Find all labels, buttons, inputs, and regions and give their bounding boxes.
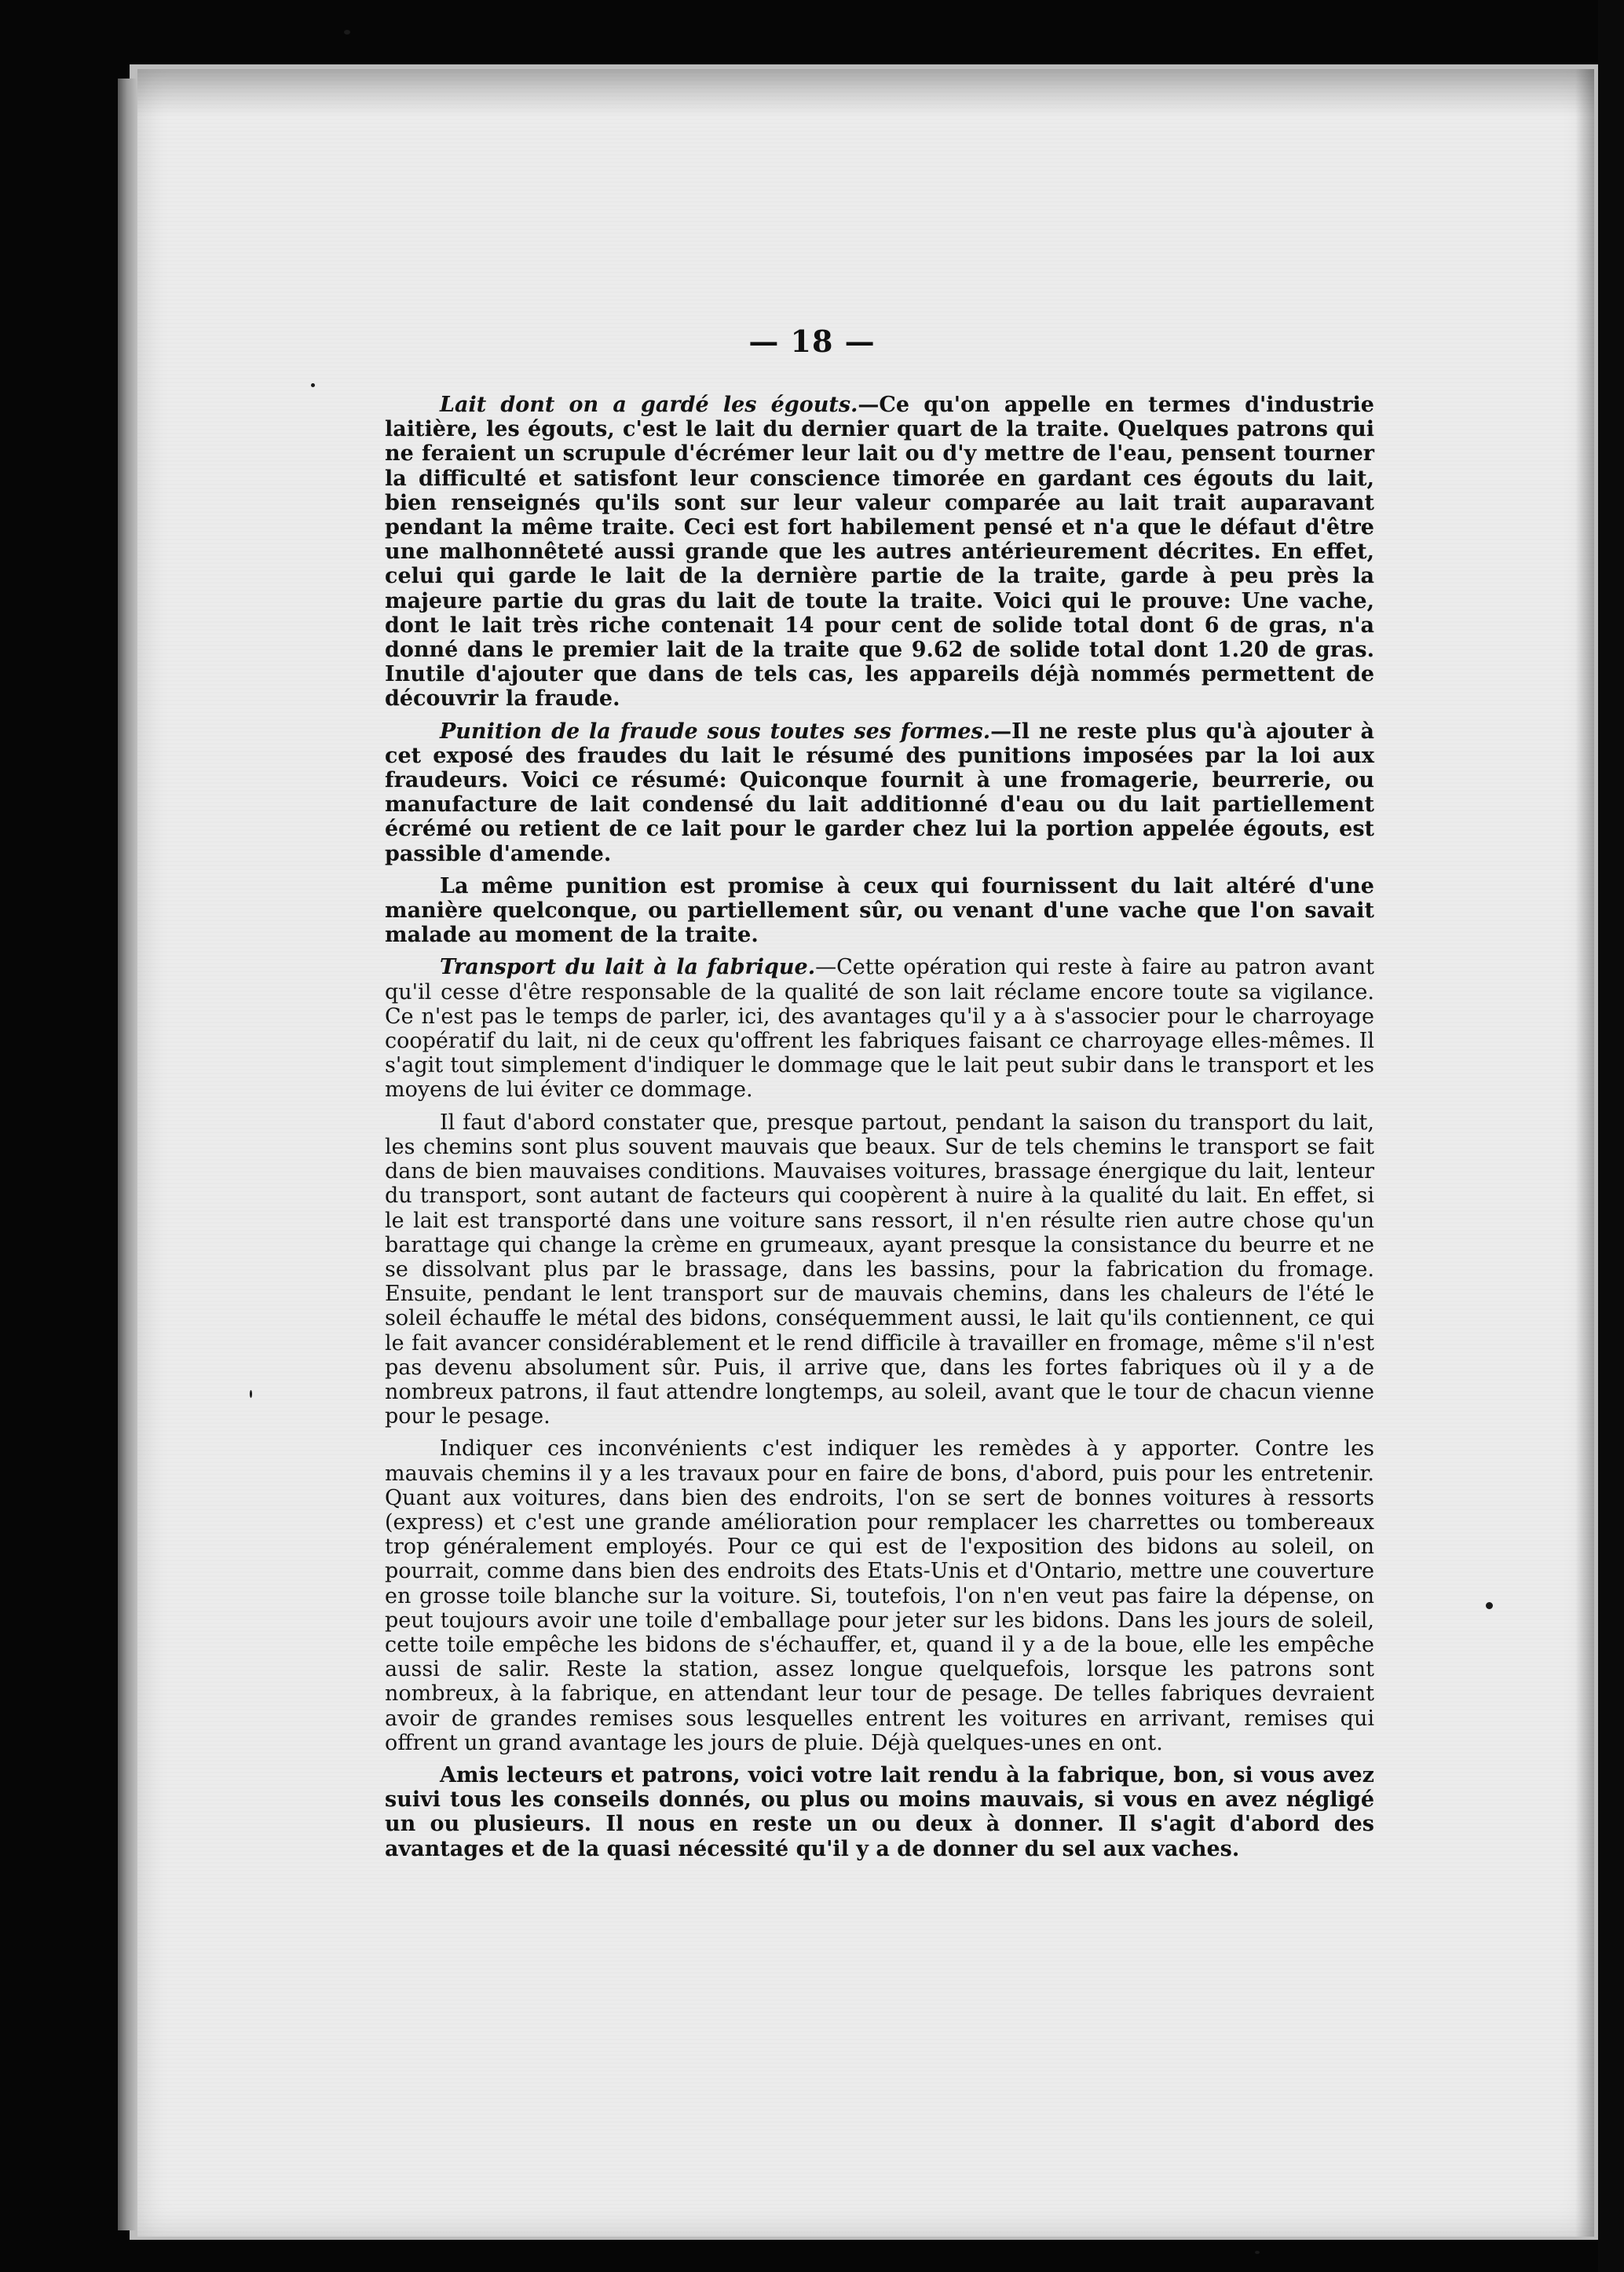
- dust-speck: [1255, 2251, 1260, 2254]
- paragraph: [385, 1110, 1374, 1429]
- paragraph-text: Amis lecteurs et patrons, voici votre lait rendu à la fabrique, bon, si vous avez suivi tous les conseils donnés, ou plus ou moins mauvais, si vous en avez négligé un ou plusieurs. Il nous en reste un ou deux à donner. Il s'agit d'abord des avantages et de la quasi nécessité qu'il y a de donner du sel aux vaches.: [385, 1762, 1374, 1861]
- paragraph: [385, 1763, 1374, 1861]
- paragraph-text: —Cette opération qui reste à faire au patron avant qu'il cesse d'être responsable de la qualité de son lait réclame encore toute sa vigilance. Ce n'est pas le temps de parler, ici, des avantages qu'il y a à s'associer pour le charroyage coopératif du lait, ni de ceux qu'offrent les fabriques faisant ce charroyage elles-mêmes. Il s'agit tout simplement d'indiquer le dommage que le lait peut subir dans le transport et les moyens de lui éviter ce dommage.: [385, 955, 1374, 1103]
- page-top-shadow: [137, 69, 1594, 116]
- section-heading: Transport du lait à la fabrique.: [440, 955, 816, 980]
- dust-speck: [1486, 1602, 1493, 1609]
- paragraph: [385, 1436, 1374, 1755]
- body-text: [385, 393, 1374, 1869]
- section-heading: Punition de la fraude sous toutes ses formes.: [440, 719, 991, 744]
- paragraph: [385, 719, 1374, 866]
- dust-speck: [250, 1390, 252, 1398]
- page-number: — 18 —: [748, 324, 876, 359]
- paragraph-text: La même punition est promise à ceux qui fournissent du lait altéré d'une manière quelconque, ou partiellement sûr, ou venant d'une vache que l'on savait malade au moment de la traite.: [385, 873, 1374, 948]
- paragraph: [385, 874, 1374, 948]
- section-heading: Lait dont on a gardé les égouts.: [440, 393, 858, 417]
- dust-speck: [344, 30, 350, 35]
- paragraph-text: —Ce qu'on appelle en termes d'industrie laitière, les égouts, c'est le lait du dernier quart de la traite. Quelques patrons qui ne feraient un scrupule d'écrémer leur lait ou d'y mettre de l'eau, pensent tourner la difficulté et satisfont leur conscience timorée en gardant ces égouts du lait, bien renseignés qu'ils sont sur leur valeur comparée au lait trait auparavant pendant la même traite. Ceci est fort habilement pensé et n'a que le défaut d'être une malhonnêteté aussi grande que les autres antérieurement décrites. En effet, celui qui garde le lait de la dernière partie de la traite, garde à peu près la majeure partie du gras du lait de toute la traite. Voici qui le prouve: Une vache, dont le lait très riche contenait 14 pour cent de solide total dont 6 de gras, n'a donné dans le premier lait de la traite que 9.62 de solide total dont 1.20 de gras. Inutile d'ajouter que dans de tels cas, les appareils déjà nommés permettent de découvrir la fraude.: [385, 393, 1374, 712]
- paragraph-text: Il faut d'abord constater que, presque partout, pendant la saison du transport du lait, les chemins sont plus souvent mauvais que beaux. Sur de tels chemins le transport se fait dans de bien mauvaises conditions. Mauvaises voitures, brassage énergique du lait, lenteur du transport, sont autant de facteurs qui coopèrent à nuire à la qualité du lait. En effet, si le lait est transporté dans une voiture sans ressort, il n'en résulte rien autre chose qu'un barattage qui change la crème en grumeaux, ayant presque la consistance du beurre et ne se dissolvant plus par le brassage, dans les bassins, pour la fabrication du fromage. Ensuite, pendant le lent transport sur de mauvais chemins, dans les chaleurs de l'été le soleil échauffe le métal des bidons, conséquemment aussi, le lait qu'ils contiennent, ce qui le fait avancer considérablement et le rend difficile à travailler en fromage, même s'il n'est pas devenu absolument sûr. Puis, il arrive que, dans les fortes fabriques où il y a de nombreux patrons, il faut attendre longtemps, au soleil, avant que le tour de chacun vienne pour le pesage.: [385, 1110, 1374, 1429]
- page-right-shadow: [1575, 69, 1594, 2237]
- paragraph-text: —Il ne reste plus qu'à ajouter à cet exposé des fraudes du lait le résumé des punitions imposées par la loi aux fraudeurs. Voici ce résumé: Quiconque fournit à une fromagerie, beurrerie, ou manufacture de lait condensé du lait additionné d'eau ou du lait partiellement écrémé ou retient de ce lait pour le garder chez lui la portion appelée égouts, est passible d'amende.: [385, 719, 1374, 866]
- paragraph-text: Indiquer ces inconvénients c'est indiquer les remèdes à y apporter. Contre les mauvais chemins il y a les travaux pour en faire de bons, d'abord, puis pour les entretenir. Quant aux voitures, dans bien des endroits, l'on se sert de bonnes voitures à ressorts (express) et c'est une grande amélioration pour remplacer les charrettes ou tombereaux trop généralement employés. Pour ce qui est de l'exposition des bidons au soleil, on pourrait, comme dans bien des endroits des Etats-Unis et d'Ontario, mettre une couverture en grosse toile blanche sur la voiture. Si, toutefois, l'on n'en veut pas faire la dépense, on peut toujours avoir une toile d'emballage pour jeter sur les bidons. Dans les jours de soleil, cette toile empêche les bidons de s'échauffer, et, quand il y a de la boue, elle les empêche aussi de salir. Reste la station, assez longue quelquefois, lorsque les patrons sont nombreux, à la fabrique, en attendant leur tour de pesage. De telles fabriques devraient avoir de grandes remises sous lesquelles entrent les voitures en arrivant, remises qui offrent un grand avantage les jours de pluie. Déjà quelques-unes en ont.: [385, 1436, 1374, 1755]
- paragraph: [385, 955, 1374, 1102]
- dust-speck: [311, 383, 315, 387]
- paragraph: [385, 393, 1374, 712]
